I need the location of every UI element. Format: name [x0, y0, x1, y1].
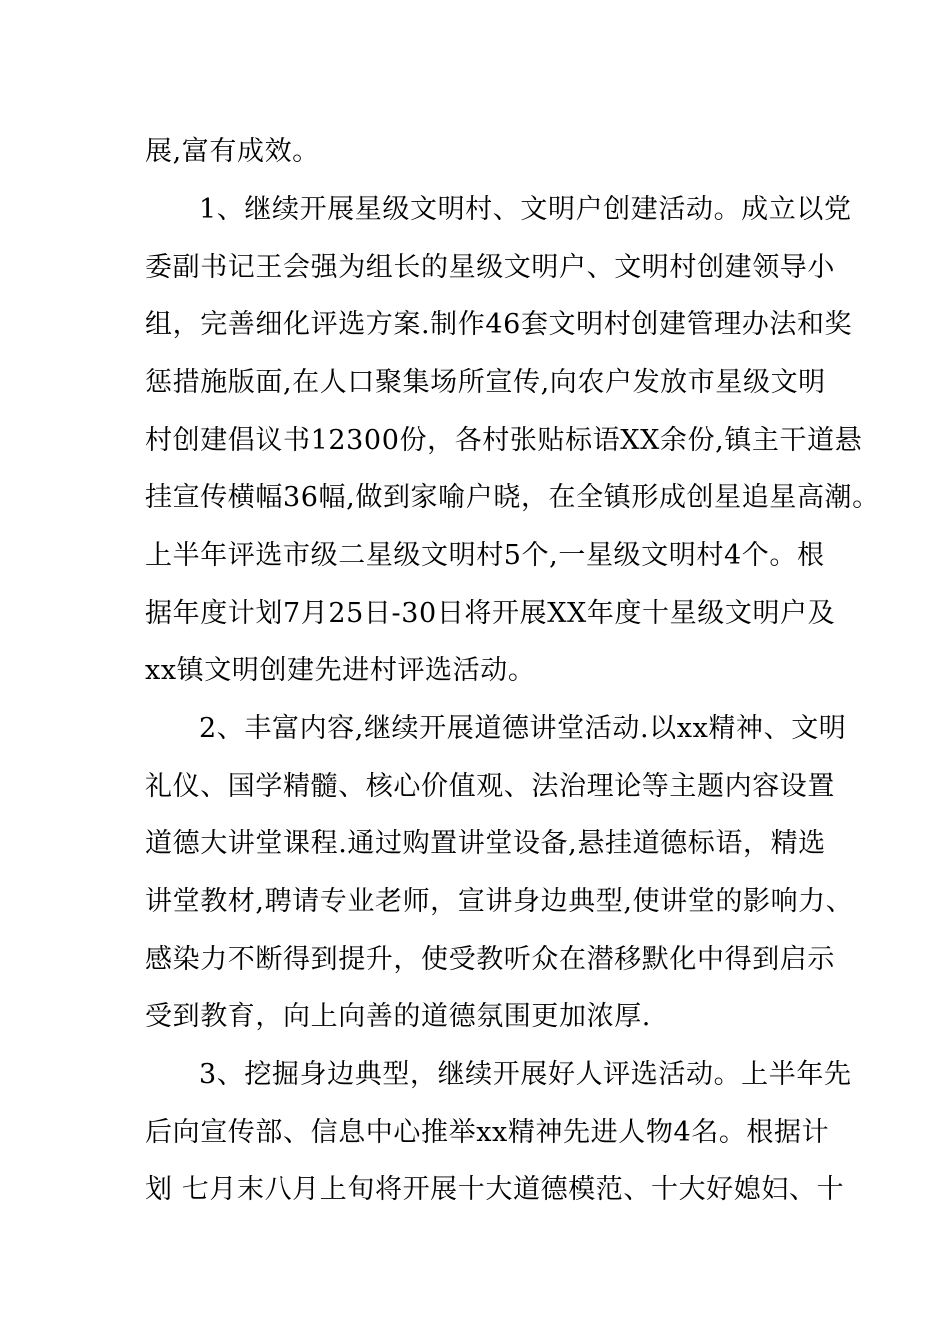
text-line: 组，完善细化评选方案.制作46套文明村创建管理办法和奖	[145, 309, 853, 340]
text-line: 后向宣传部、信息中心推举xx精神先进人物4名。根据计	[145, 1117, 830, 1148]
text-line: 划 七月末八月上旬将开展十大道德模范、十大好媳妇、十	[145, 1174, 845, 1205]
text-line: 委副书记王会强为组长的星级文明户、文明村创建领导小	[145, 252, 835, 283]
paragraph-3-start: 3、挖掘身边典型，继续开展好人评选活动。上半年先	[199, 1059, 852, 1090]
text-line: 村创建倡议书12300份，各村张贴标语XX余份,镇主干道悬	[145, 425, 863, 456]
text-line: 道德大讲堂课程.通过购置讲堂设备,悬挂道德标语，精选	[145, 828, 826, 859]
text-line: 受到教育，向上向善的道德氛围更加浓厚.	[145, 1001, 651, 1032]
text-line: 惩措施版面,在人口聚集场所宣传,向农户发放市星级文明	[145, 367, 826, 398]
text-line: 展,富有成效。	[145, 136, 320, 167]
paragraph-2-start: 2、丰富内容,继续开展道德讲堂活动.以xx精神、文明	[199, 713, 847, 744]
text-line: 感染力不断得到提升，使受教听众在潜移默化中得到启示	[145, 944, 835, 975]
text-line: 上半年评选市级二星级文明村5个,一星级文明村4个。根	[145, 540, 825, 571]
text-line: 据年度计划7月25日-30日将开展XX年度十星级文明户及	[145, 598, 836, 629]
text-line: 礼仪、国学精髓、核心价值观、法治理论等主题内容设置	[145, 771, 835, 802]
text-line: 挂宣传横幅36幅,做到家喻户晓，在全镇形成创星追星高潮。	[145, 482, 880, 513]
paragraph-1-start: 1、继续开展星级文明村、文明户创建活动。成立以党	[199, 194, 852, 225]
text-line: xx镇文明创建先进村评选活动。	[145, 655, 536, 686]
text-line: 讲堂教材,聘请专业老师，宣讲身边典型,使讲堂的影响力、	[145, 886, 854, 917]
